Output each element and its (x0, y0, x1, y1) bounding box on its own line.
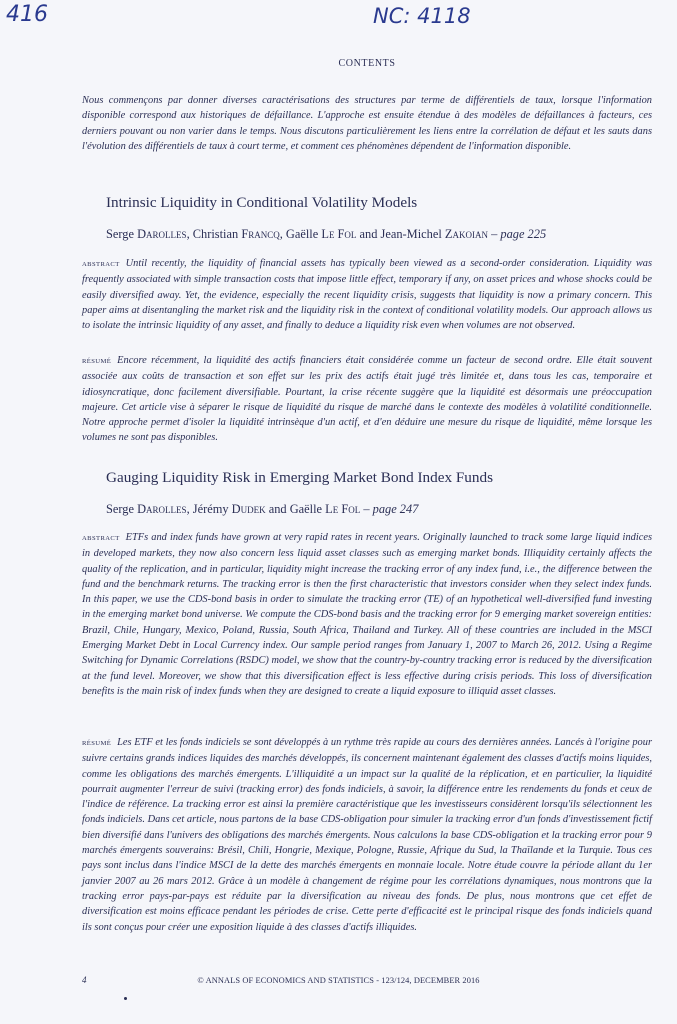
article-2-title: Gauging Liquidity Risk in Emerging Market Bond Index Funds (106, 469, 493, 486)
article-1-authors (106, 227, 546, 242)
author-last: Zakoian (444, 227, 488, 241)
author-last: Darolles (137, 227, 187, 241)
ink-dot (124, 997, 127, 1000)
resume-text: Encore récemment, la liquidité des actifs financiers était considérée comme un facteur de second ordre. Elle était souvent associée aux coûts de transaction et son effet sur les prix des actifs était jugé très limitée et, dans tous les cas, temporaire et idiosyncratique, donc facilement diversifiable. Pourtant, la crise récente suggère que la liquidité est désormais une préoccupation majeure. Cet article vise à séparer le risque de liquidité du risque de marché dans le contexte des modèles à volatilité conditionnelle. Notre approche permet d'isoler la liquidité intrinsèque d'un actif, et d'en déduire une mesure du risque de liquidité, même lorsque les volumes ne sont pas disponibles. (82, 355, 652, 444)
author-separator: and (356, 227, 381, 241)
handwritten-note-left: 416 (6, 2, 48, 27)
journal-footer: © ANNALS OF ECONOMICS AND STATISTICS - 123/124, DECEMBER 2016 (197, 976, 480, 985)
article-1-resume (82, 353, 652, 446)
abstract-label: ABSTRACT (82, 261, 120, 268)
author-separator: , (186, 227, 193, 241)
article-2-abstract (82, 530, 652, 699)
article-2-authors (106, 502, 418, 517)
page-heading: CONTENTS (338, 58, 396, 69)
author-first: Gaëlle (289, 502, 323, 516)
resume-label: RÉSUMÉ (82, 740, 112, 747)
author-last: Le Fol (325, 502, 361, 516)
author-first: Gaëlle (285, 227, 319, 241)
abstract-label: ABSTRACT (82, 535, 120, 542)
abstract-text: ETFs and index funds have grown at very rapid rates in recent years. Originally launched to track some large liquid indices in developed markets, they now also concern less liquid asset classes such as emerging market bonds. Illiquidity certainly affects the quality of the replication, and in particular, liquidity might increase the tracking error of any index fund, i.e., the difference between the fund and the benchmark returns. The tracking error is then the first characteristic that investors consider when they select index funds. In this paper, we use the CDS-bond basis in order to simulate the tracking error (TE) of an hypothetical well-diversified fund investing in the emerging market bond universe. We compute the CDS-bond basis and the tracking error for 9 emerging market sovereign entities: Brazil, Chile, Hungary, Mexico, Poland, Russia, South Africa, Thailand and Turkey. All of these countries are included in the MSCI Emerging Market Debt in Local Currency index. Our sample period ranges from January 1, 2007 to March 26, 2012. Using a Regime Switching for Dynamic Correlations (RSDC) model, we show that the country-by-country tracking error is reduced by the diversification at the fund level. Moreover, we show that this diversification effect is less effective during crisis periods. This loss of diversification benefits is the main risk of index funds when they are designed to create a liquid exposure to illiquid asset classes. (82, 532, 652, 697)
article-1-title: Intrinsic Liquidity in Conditional Volatility Models (106, 194, 418, 211)
handwritten-note-right: NC: 4118 (373, 4, 471, 28)
author-first: Jérémy (192, 502, 229, 516)
author-last: Dudek (231, 502, 266, 516)
author-last: Le Fol (321, 227, 357, 241)
page-reference: – page 225 (491, 227, 547, 241)
abstract-text: Until recently, the liquidity of financial assets has typically been viewed as a second-order consideration. Liquidity was frequently associated with simple transaction costs that impose little effect, temporary if any, on asset prices and whose shocks could be easily diversified away. Yet, the evidence, especially the recent liquidity crisis, suggests that liquidity is now a primary concern. This paper aims at disentangling the market risk and the liquidity risk in the context of conditional volatility models. Our approach allows us to isolate the intrinsic liquidity of any asset, and finally to deduce a liquidity risk even when volumes are not observed. (82, 258, 652, 332)
author-last: Francq (241, 227, 280, 241)
article-2-resume (82, 735, 652, 935)
author-first: Jean-Michel (380, 227, 442, 241)
page-reference: – page 247 (363, 502, 419, 516)
author-first: Christian (192, 227, 239, 241)
author-separator: , (186, 502, 193, 516)
intro-paragraph: Nous commençons par donner diverses caractérisations des structures par terme de différentiels de taux, lorsque l'information disponible correspond aux historiques de défaillance. L'approche est ensuite étendue à des modèles de défaillances à facteurs, ces derniers pouvant ou non varier dans le temps. Nous discutons particulièrement les liens entre la corrélation de défaut et les sauts dans l'évolution des différentiels de taux à court terme, et comment ces phénomènes dépendent de l'information disponible. (82, 95, 652, 152)
page-number: 4 (82, 975, 87, 985)
author-first: Serge (106, 227, 134, 241)
author-first: Serge (106, 502, 134, 516)
resume-text: Les ETF et les fonds indiciels se sont développés à un rythme très rapide au cours des dernières années. Lancés à l'origine pour suivre certains grands indices liquides des marchés développés, ils concernent maintenant également des classes d'actifs moins liquides, comme les obligations des marchés émergents. L'illiquidité a un impact sur la qualité de la réplication, et en particulier, la liquidité pourrait augmenter l'erreur de suivi (tracking error) des fonds indiciels, à savoir, la différence entre les rendements du fonds et ceux de l'indice de référence. La tracking error est ainsi la première caractéristique que les investisseurs considèrent lorsqu'ils sélectionnent les fonds indiciels. Dans cet article, nous partons de la base CDS-obligation pour simuler la tracking error d'un fonds d'investissement fictif bien diversifié dans l'univers des obligations des marchés émergents. Nous calculons la base CDS-obligation et la tracking error pour 9 marchés émergents souverains: Brésil, Chili, Hongrie, Mexique, Pologne, Russie, Afrique du Sud, la Thaïlande et la Turquie. Tous ces pays sont inclus dans l'indice MSCI de la dette des marchés émergents en monnaie locale. Notre étude couvre la période allant du 1er janvier 2007 au 26 mars 2012. Grâce à un modèle à changement de régime pour les corrélations dynamiques, nous montrons que la tracking error pays-par-pays est réduite par la diversification au niveau des fonds. De plus, nous montrons que cet effet de diversification est moins efficace pendant les périodes de crise. Cette perte d'efficacité est le principal risque des fonds indiciels quand ils sont conçus pour créer une exposition liquide à des classes d'actifs illiquides. (82, 737, 652, 933)
resume-label: RÉSUMÉ (82, 358, 112, 365)
author-last: Darolles (137, 502, 187, 516)
article-1-abstract (82, 256, 652, 333)
author-separator: and (265, 502, 290, 516)
author-separator: , (279, 227, 286, 241)
